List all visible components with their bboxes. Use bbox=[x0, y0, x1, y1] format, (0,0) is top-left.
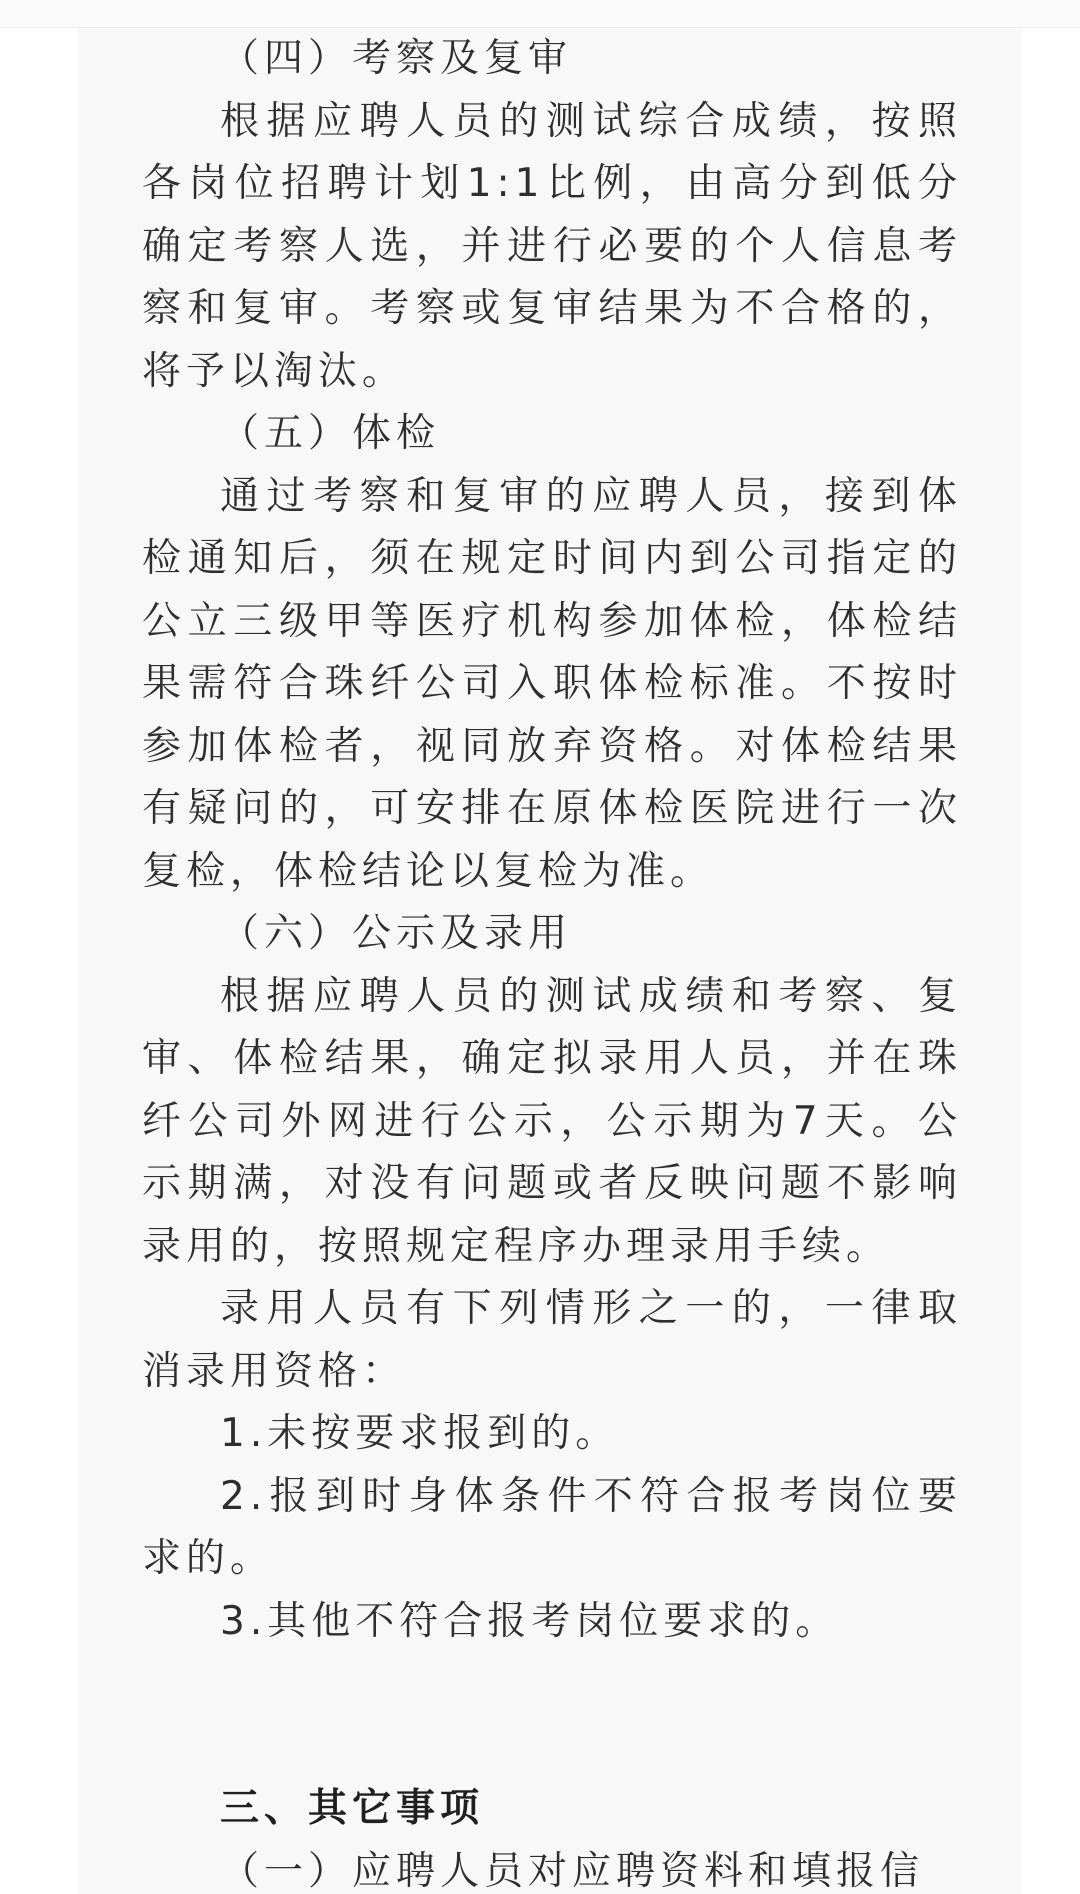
other-matters-first-item: （一）应聘人员对应聘资料和填报信 bbox=[220, 1848, 925, 1894]
list-item: 3.其他不符合报考岗位要求的。 bbox=[220, 1598, 840, 1644]
section-body-medical: 通过考察和复审的应聘人员，接到体检通知后，须在规定时间内到公司指定的公立三级甲等医疗机构参加体检，体检结果需符合珠纤公司入职体检标准。不按时参加体检者，视同放弃资格。对体检结果有疑问的，可安排在原体检医院进行一次复检，体检结论以复检为准。 bbox=[142, 473, 962, 894]
list-item: 2.报到时身体条件不符合报考岗位要求的。 bbox=[142, 1473, 962, 1581]
other-matters-title: 三、其它事项 bbox=[220, 1786, 485, 1831]
list-item: 1.未按要求报到的。 bbox=[220, 1411, 620, 1456]
section-heading-publicity: （六）公示及录用 bbox=[220, 911, 573, 956]
top-bar bbox=[0, 0, 1080, 28]
section-heading-medical: （五）体检 bbox=[220, 411, 441, 456]
article-body bbox=[142, 28, 962, 1894]
section-body-inspection: 根据应聘人员的测试综合成绩，按照各岗位招聘计划1:1比例，由高分到低分确定考察人选，并进行必要的个人信息考察和复审。考察或复审结果为不合格的，将予以淘汰。 bbox=[142, 98, 962, 394]
section-body-publicity: 根据应聘人员的测试成绩和考察、复审、体检结果，确定拟录用人员，并在珠纤公司外网进行公示，公示期为7天。公示期满，对没有问题或者反映问题不影响录用的，按照规定程序办理录用手续。 bbox=[142, 973, 962, 1269]
cancel-intro: 录用人员有下列情形之一的，一律取消录用资格： bbox=[142, 1286, 962, 1394]
section-gap bbox=[142, 1653, 962, 1778]
section-heading-inspection: （四）考察及复审 bbox=[220, 36, 573, 81]
